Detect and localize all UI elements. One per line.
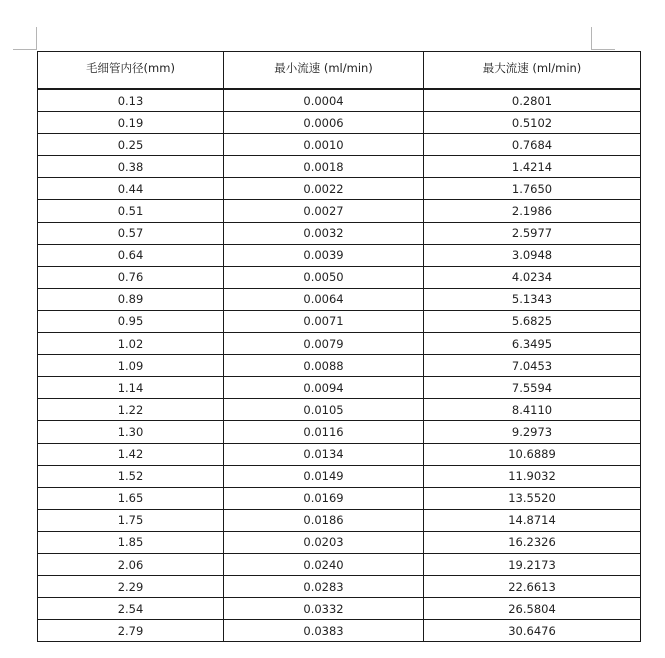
table-row xyxy=(38,377,641,399)
cell-max-flow-rate: 1.4214 xyxy=(424,156,641,178)
cell-max-flow-rate: 14.8714 xyxy=(424,509,641,531)
cell-max-flow-rate: 26.5804 xyxy=(424,598,641,620)
table-row xyxy=(38,266,641,288)
cell-min-flow-rate: 0.0116 xyxy=(224,421,424,443)
cell-max-flow-rate: 4.0234 xyxy=(424,266,641,288)
cell-inner-diameter: 1.42 xyxy=(38,443,224,465)
table-row xyxy=(38,200,641,222)
cell-max-flow-rate: 22.6613 xyxy=(424,576,641,598)
table-row xyxy=(38,399,641,421)
cell-inner-diameter: 1.02 xyxy=(38,333,224,355)
cell-max-flow-rate: 7.0453 xyxy=(424,355,641,377)
cell-max-flow-rate: 10.6889 xyxy=(424,443,641,465)
header-capillary-inner-diameter: 毛细管内径(mm) xyxy=(38,52,224,90)
table-row xyxy=(38,89,641,112)
cell-min-flow-rate: 0.0071 xyxy=(224,310,424,332)
table-row xyxy=(38,576,641,598)
flow-rate-table xyxy=(37,51,641,642)
cell-min-flow-rate: 0.0186 xyxy=(224,509,424,531)
cell-max-flow-rate: 13.5520 xyxy=(424,487,641,509)
cell-min-flow-rate: 0.0039 xyxy=(224,244,424,266)
cell-min-flow-rate: 0.0134 xyxy=(224,443,424,465)
cell-inner-diameter: 1.85 xyxy=(38,531,224,553)
page-corner-mark-top-left-horizontal xyxy=(13,49,37,50)
cell-max-flow-rate: 7.5594 xyxy=(424,377,641,399)
page-corner-mark-top-right xyxy=(591,27,592,50)
table-header-row xyxy=(38,52,641,90)
cell-min-flow-rate: 0.0088 xyxy=(224,355,424,377)
cell-max-flow-rate: 5.6825 xyxy=(424,310,641,332)
cell-inner-diameter: 1.22 xyxy=(38,399,224,421)
cell-max-flow-rate: 0.7684 xyxy=(424,134,641,156)
table-row xyxy=(38,134,641,156)
table-row xyxy=(38,421,641,443)
cell-inner-diameter: 0.89 xyxy=(38,288,224,310)
cell-min-flow-rate: 0.0004 xyxy=(224,89,424,112)
cell-min-flow-rate: 0.0105 xyxy=(224,399,424,421)
cell-max-flow-rate: 2.1986 xyxy=(424,200,641,222)
table-row xyxy=(38,509,641,531)
cell-max-flow-rate: 16.2326 xyxy=(424,531,641,553)
table-row xyxy=(38,156,641,178)
cell-min-flow-rate: 0.0050 xyxy=(224,266,424,288)
cell-max-flow-rate: 0.2801 xyxy=(424,89,641,112)
table-row xyxy=(38,244,641,266)
cell-inner-diameter: 2.79 xyxy=(38,620,224,642)
header-max-flow-rate: 最大流速 (ml/min) xyxy=(424,52,641,90)
cell-min-flow-rate: 0.0032 xyxy=(224,222,424,244)
cell-max-flow-rate: 1.7650 xyxy=(424,178,641,200)
cell-inner-diameter: 0.19 xyxy=(38,112,224,134)
cell-inner-diameter: 1.65 xyxy=(38,487,224,509)
cell-min-flow-rate: 0.0010 xyxy=(224,134,424,156)
cell-inner-diameter: 0.25 xyxy=(38,134,224,156)
table-body xyxy=(38,89,641,642)
cell-min-flow-rate: 0.0203 xyxy=(224,531,424,553)
table-row xyxy=(38,178,641,200)
cell-inner-diameter: 1.52 xyxy=(38,465,224,487)
table-row xyxy=(38,465,641,487)
cell-min-flow-rate: 0.0027 xyxy=(224,200,424,222)
table-row xyxy=(38,553,641,575)
table-row xyxy=(38,112,641,134)
table-row xyxy=(38,333,641,355)
cell-inner-diameter: 0.13 xyxy=(38,89,224,112)
cell-inner-diameter: 2.54 xyxy=(38,598,224,620)
cell-min-flow-rate: 0.0149 xyxy=(224,465,424,487)
cell-inner-diameter: 0.51 xyxy=(38,200,224,222)
cell-max-flow-rate: 8.4110 xyxy=(424,399,641,421)
cell-inner-diameter: 0.57 xyxy=(38,222,224,244)
cell-inner-diameter: 2.29 xyxy=(38,576,224,598)
cell-min-flow-rate: 0.0169 xyxy=(224,487,424,509)
page-corner-mark-top-right-horizontal xyxy=(591,49,615,50)
table-row xyxy=(38,620,641,642)
cell-max-flow-rate: 0.5102 xyxy=(424,112,641,134)
cell-min-flow-rate: 0.0022 xyxy=(224,178,424,200)
cell-inner-diameter: 1.14 xyxy=(38,377,224,399)
cell-max-flow-rate: 2.5977 xyxy=(424,222,641,244)
table-row xyxy=(38,355,641,377)
cell-inner-diameter: 1.09 xyxy=(38,355,224,377)
cell-inner-diameter: 0.38 xyxy=(38,156,224,178)
cell-min-flow-rate: 0.0383 xyxy=(224,620,424,642)
cell-max-flow-rate: 9.2973 xyxy=(424,421,641,443)
cell-inner-diameter: 1.75 xyxy=(38,509,224,531)
cell-min-flow-rate: 0.0094 xyxy=(224,377,424,399)
cell-inner-diameter: 0.76 xyxy=(38,266,224,288)
cell-min-flow-rate: 0.0332 xyxy=(224,598,424,620)
cell-min-flow-rate: 0.0006 xyxy=(224,112,424,134)
cell-inner-diameter: 0.44 xyxy=(38,178,224,200)
cell-max-flow-rate: 11.9032 xyxy=(424,465,641,487)
cell-max-flow-rate: 3.0948 xyxy=(424,244,641,266)
table-row xyxy=(38,598,641,620)
cell-inner-diameter: 0.95 xyxy=(38,310,224,332)
table-row xyxy=(38,310,641,332)
page-corner-mark-top-left xyxy=(36,27,37,50)
cell-min-flow-rate: 0.0018 xyxy=(224,156,424,178)
cell-inner-diameter: 2.06 xyxy=(38,553,224,575)
cell-min-flow-rate: 0.0064 xyxy=(224,288,424,310)
cell-inner-diameter: 0.64 xyxy=(38,244,224,266)
table-row xyxy=(38,222,641,244)
cell-max-flow-rate: 5.1343 xyxy=(424,288,641,310)
table-row xyxy=(38,443,641,465)
table-row xyxy=(38,288,641,310)
cell-max-flow-rate: 6.3495 xyxy=(424,333,641,355)
header-min-flow-rate: 最小流速 (ml/min) xyxy=(224,52,424,90)
cell-max-flow-rate: 19.2173 xyxy=(424,553,641,575)
cell-min-flow-rate: 0.0240 xyxy=(224,553,424,575)
cell-max-flow-rate: 30.6476 xyxy=(424,620,641,642)
table-row xyxy=(38,487,641,509)
cell-min-flow-rate: 0.0283 xyxy=(224,576,424,598)
table-row xyxy=(38,531,641,553)
cell-min-flow-rate: 0.0079 xyxy=(224,333,424,355)
cell-inner-diameter: 1.30 xyxy=(38,421,224,443)
